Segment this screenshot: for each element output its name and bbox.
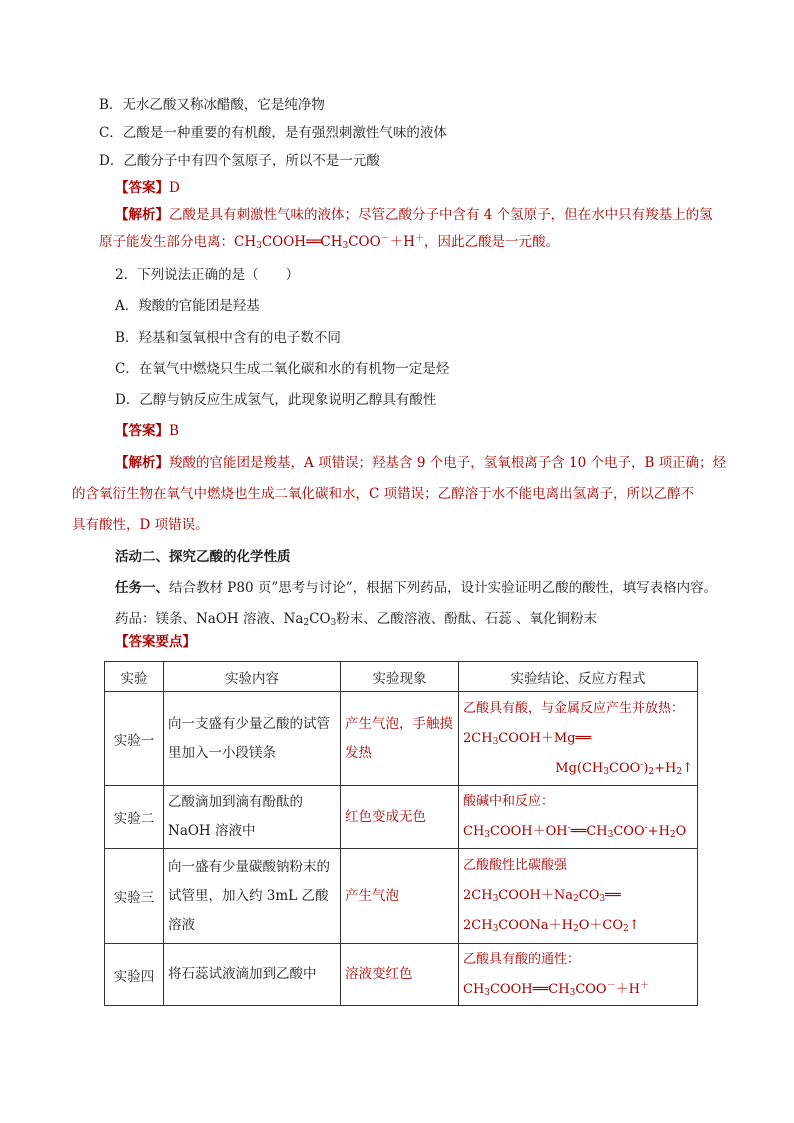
activity-title: 活动二、探究乙酸的化学性质: [115, 549, 291, 565]
header-phenomenon: 实验现象: [341, 662, 459, 692]
answer-tag: 【答案】: [115, 180, 169, 196]
header-conclusion: 实验结论、反应方程式: [459, 662, 698, 692]
q1-analysis-line1: [115, 206, 713, 224]
row2-conclusion: [459, 786, 698, 849]
header-experiment: 实验: [105, 662, 164, 692]
q2-analysis-text1: 羧酸的官能团是羧基，A 项错误；羟基含 9 个电子，氢氧根离子含 10 个电子，B 项正确；烃: [169, 455, 727, 471]
q1-analysis-text1: 乙酸是具有刺激性气味的液体；尽管乙酸分子中含有 4 个氢原子，但在水中只有羧基上的氢: [169, 207, 713, 223]
task-line: [115, 579, 717, 597]
row3-equation-part1: $2CH_3COOH+Na_2CO_3══$: [463, 888, 621, 904]
table-row: [105, 944, 698, 1006]
q2-analysis-line3: 具有酸性，D 项错误。: [72, 517, 209, 533]
reagents-prefix: 药品：镁条、NaOH 溶液、: [115, 611, 284, 627]
table-row: [105, 849, 698, 944]
q1-analysis-line2: [99, 233, 559, 251]
answer-points-tag: 【答案要点】: [115, 634, 196, 650]
q2-option-c: C．在氧气中燃烧只生成二氧化碳和水的有机物一定是烃: [115, 361, 450, 377]
row3-equation-part2: $2CH_3COONa+H_2O+CO_2↑$: [463, 918, 640, 934]
q2-stem: 2．下列说法正确的是（ ）: [115, 267, 300, 283]
row3-conclusion-text: 乙酸酸性比碳酸强: [463, 858, 568, 873]
task-label: 任务一、: [115, 580, 169, 596]
q1-option-d: D．乙酸分子中有四个氢原子，所以不是一元酸: [99, 153, 380, 169]
q2-analysis-line2: 的含氧衍生物在氧气中燃烧也生成二氧化碳和水，C 项错误；乙醇溶于水不能电离出氢离子，所以乙醇不: [72, 486, 695, 502]
row3-phenomenon: 产生气泡: [341, 849, 459, 944]
q2-option-b: B．羟基和氢氧根中含有的电子数不同: [115, 330, 341, 346]
row1-equation-part1: $2CH_3COOH+Mg══$: [463, 730, 592, 747]
q1-analysis-suffix: ，因此乙酸是一元酸。: [423, 234, 559, 250]
row4-name: 实验四: [105, 944, 164, 1006]
q1-analysis-prefix: 原子能发生部分电离：: [99, 234, 234, 250]
row2-equation: $CH_3COOH+OH^-══CH_3COO^-+H_2O$: [463, 823, 687, 840]
reagents-suffix: 粉末、乙酸溶液、酚酞、石蕊 、氧化铜粉末: [336, 611, 598, 627]
q2-analysis-line1: [115, 454, 726, 472]
q1-answer-value: D: [169, 180, 180, 196]
row4-equation: $CH_3COOH══CH_3COO^-+H^+$: [463, 980, 649, 998]
row1-conclusion: [459, 692, 698, 786]
q2-answer-value: B: [169, 423, 179, 439]
analysis-tag: 【解析】: [115, 455, 169, 471]
q1-option-c: C．乙酸是一种重要的有机酸，是有强烈刺激性气味的液体: [99, 125, 447, 141]
row1-name: 实验一: [105, 692, 164, 786]
row1-equation-part2: $Mg(CH_3COO^-)_2+H_2↑$: [555, 759, 693, 777]
q1-option-b: B．无水乙酸又称冰醋酸，它是纯净物: [99, 97, 325, 113]
row2-phenomenon: 红色变成无色: [341, 786, 459, 849]
experiment-table: [104, 661, 698, 1006]
row2-name: 实验二: [105, 786, 164, 849]
row2-content: 乙酸滴加到滴有酚酞的NaOH 溶液中: [164, 786, 341, 849]
row3-content: 向一盛有少量碳酸钠粉末的试管里，加入约 3mL 乙酸溶液: [164, 849, 341, 944]
q1-ionization-equation: $CH_3COOH══CH_3COO^-+H^+$: [234, 234, 424, 251]
table-header-row: [105, 662, 698, 692]
row1-phenomenon: 产生气泡，手触摸发热: [341, 692, 459, 786]
row4-content: 将石蕊试液滴加到乙酸中: [164, 944, 341, 1006]
row4-conclusion-text: 乙酸具有酸的通性：: [463, 951, 581, 967]
row4-conclusion: [459, 944, 698, 1006]
answer-tag: 【答案】: [115, 423, 169, 439]
header-content: 实验内容: [164, 662, 341, 692]
reagents-line: [115, 610, 597, 628]
row3-name: 实验三: [105, 849, 164, 944]
table-row: [105, 692, 698, 786]
row1-conclusion-text: 乙酸具有酸，与金属反应产生并放热：: [463, 700, 685, 716]
analysis-tag: 【解析】: [115, 207, 169, 223]
row4-phenomenon: 溶液变红色: [341, 944, 459, 1006]
q2-option-d: D．乙醇与钠反应生成氢气，此现象说明乙醇具有酸性: [115, 392, 437, 408]
q2-answer: [115, 422, 179, 440]
task-text: 结合教材 P80 页”思考与讨论”，根据下列药品，设计实验证明乙酸的酸性，填写表格内容。: [169, 580, 718, 596]
q1-answer: [115, 179, 180, 197]
row3-conclusion: [459, 849, 698, 944]
sodium-carbonate-formula: $Na_2CO_3$: [283, 611, 337, 628]
table-row: [105, 786, 698, 849]
row2-conclusion-text: 酸碱中和反应：: [463, 794, 555, 809]
q2-option-a: A．羧酸的官能团是羟基: [115, 298, 260, 314]
row1-content: 向一支盛有少量乙酸的试管里加入一小段镁条: [164, 692, 341, 786]
